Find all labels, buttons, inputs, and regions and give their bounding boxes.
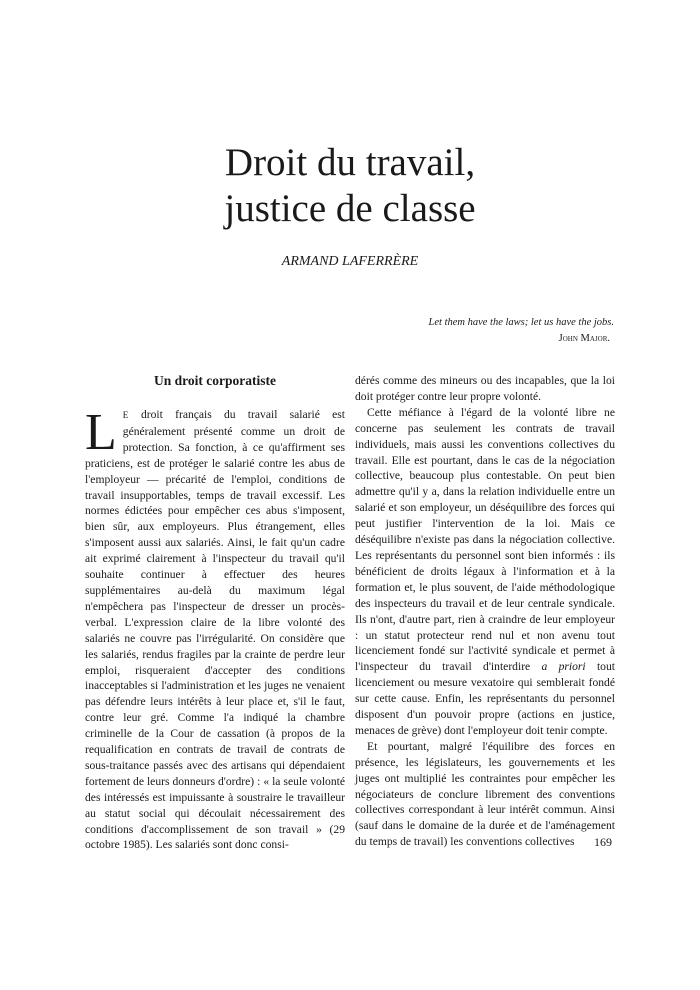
paragraph-continued: dérés comme des mineurs ou des incapables, que la loi doit protéger contre leur propre volonté. [355,374,615,403]
title-line-1: Droit du travail, [224,141,476,184]
drop-cap: L [85,404,117,461]
paragraph-3: Et pourtant, malgré l'équilibre des forces en présence, les législateurs, les gouvernements et les juges ont multiplié les contraintes pour empêcher les négociateurs de conclure librement des conventions collectives correspondant à leur intérêt commun. Ainsi (sauf dans le domaine de la durée et de l'aménagement du temps de travail) les conventions collectives [355,739,615,849]
left-column [85,372,345,853]
paragraph-2-italic: a priori [541,660,586,674]
paragraph-2-text: Cette méfiance à l'égard de la volonté libre ne concerne pas seulement les contrats de travail individuels, mais aussi les conventions collectives du travail. Elle est pourtant, dans le cas de la négociation collective, beaucoup plus contestable. On peut bien admettre qu'il y a, dans la relation individuelle entre un salarié et son employeur, un déséquilibre des forces qui peut justifier l'intervention de la loi. Mais ce déséquilibre n'existe pas dans la négociation collective. Les représentants du personnel sont bien informés : ils bénéficient de droits légaux à l'information et à la formation et, le plus souvent, de l'aide méthodologique des inspecteurs du travail et de leur centrale syndicale. Ils n'ont, d'autre part, rien à craindre de leur employeur : un statut protecteur rend nul et non avenu tout licenciement fondé sur l'activité syndicale et permet à l'inspecteur du travail d'interdire [355,405,615,674]
right-column [355,373,615,850]
epigraph-source: John Major. [558,333,610,344]
section-title: Un droit corporatiste [154,373,276,388]
title-line-2: justice de classe [224,187,476,230]
author-name: ARMAND LAFERRÈRE [281,254,419,269]
epigraph [274,315,614,347]
page-number: 169 [594,835,612,849]
paragraph-intro [85,404,345,853]
paragraph-2 [355,405,615,739]
epigraph-quote: Let them have the laws; let us have the jobs. [428,317,614,328]
paragraph-2-end: tout licenciement ou mesure vexatoire qui semblerait fondé sur cette cause. Enfin, les représentants du personnel disposent d'un pouvoir propre (actions en justice, menaces de grève) dont l'employeur doit tenir compte. [355,660,615,737]
paragraph-intro-text: droit français du travail salarié est généralement présenté comme un droit de protection. Sa fonction, à ce qu'affirment ses praticiens, est de protéger le salarié contre les abus de l'employeur — précarité de l'emploi, conditions de travail insupportables, temps de travail excessif. Les normes édictées pour empêcher ces abus s'imposent, bien sûr, aux employeurs. Plus étrangement, elles s'imposent aussi aux salariés. Ainsi, le fait qu'un cadre ait exprimé clairement à l'inspecteur du travail qu'il souhaite continuer à effectuer des heures supplémentaires au-delà du maximum légal n'empêchera pas l'inspecteur de dresser un procès-verbal. L'expression claire de la libre volonté des salariés ne couvre pas l'irrégularité. On considère que les salariés, rendus fragiles par la crainte de perdre leur emploi, risqueraient d'accepter des conditions inacceptables si l'administration et les juges ne venaient pas défendre leurs intérêts à leur place et, s'il le faut, contre leur gré. Comme l'a indiqué la chambre criminelle de la Cour de cassation (à propos de la requalification en contrats de travail de contrats de sous-traitance passés avec des artisans qui dépendaient fortement de leurs donneurs d'ordre) : « la seule volonté des intéressés est impuissante à soustraire le travailleur au statut social qui découlait nécessairement des conditions d'accomplissement de son travail » (29 octobre 1985). Les salariés sont donc consi- [85,408,345,852]
article-title [0,140,700,232]
lead-letter: E [122,410,129,420]
